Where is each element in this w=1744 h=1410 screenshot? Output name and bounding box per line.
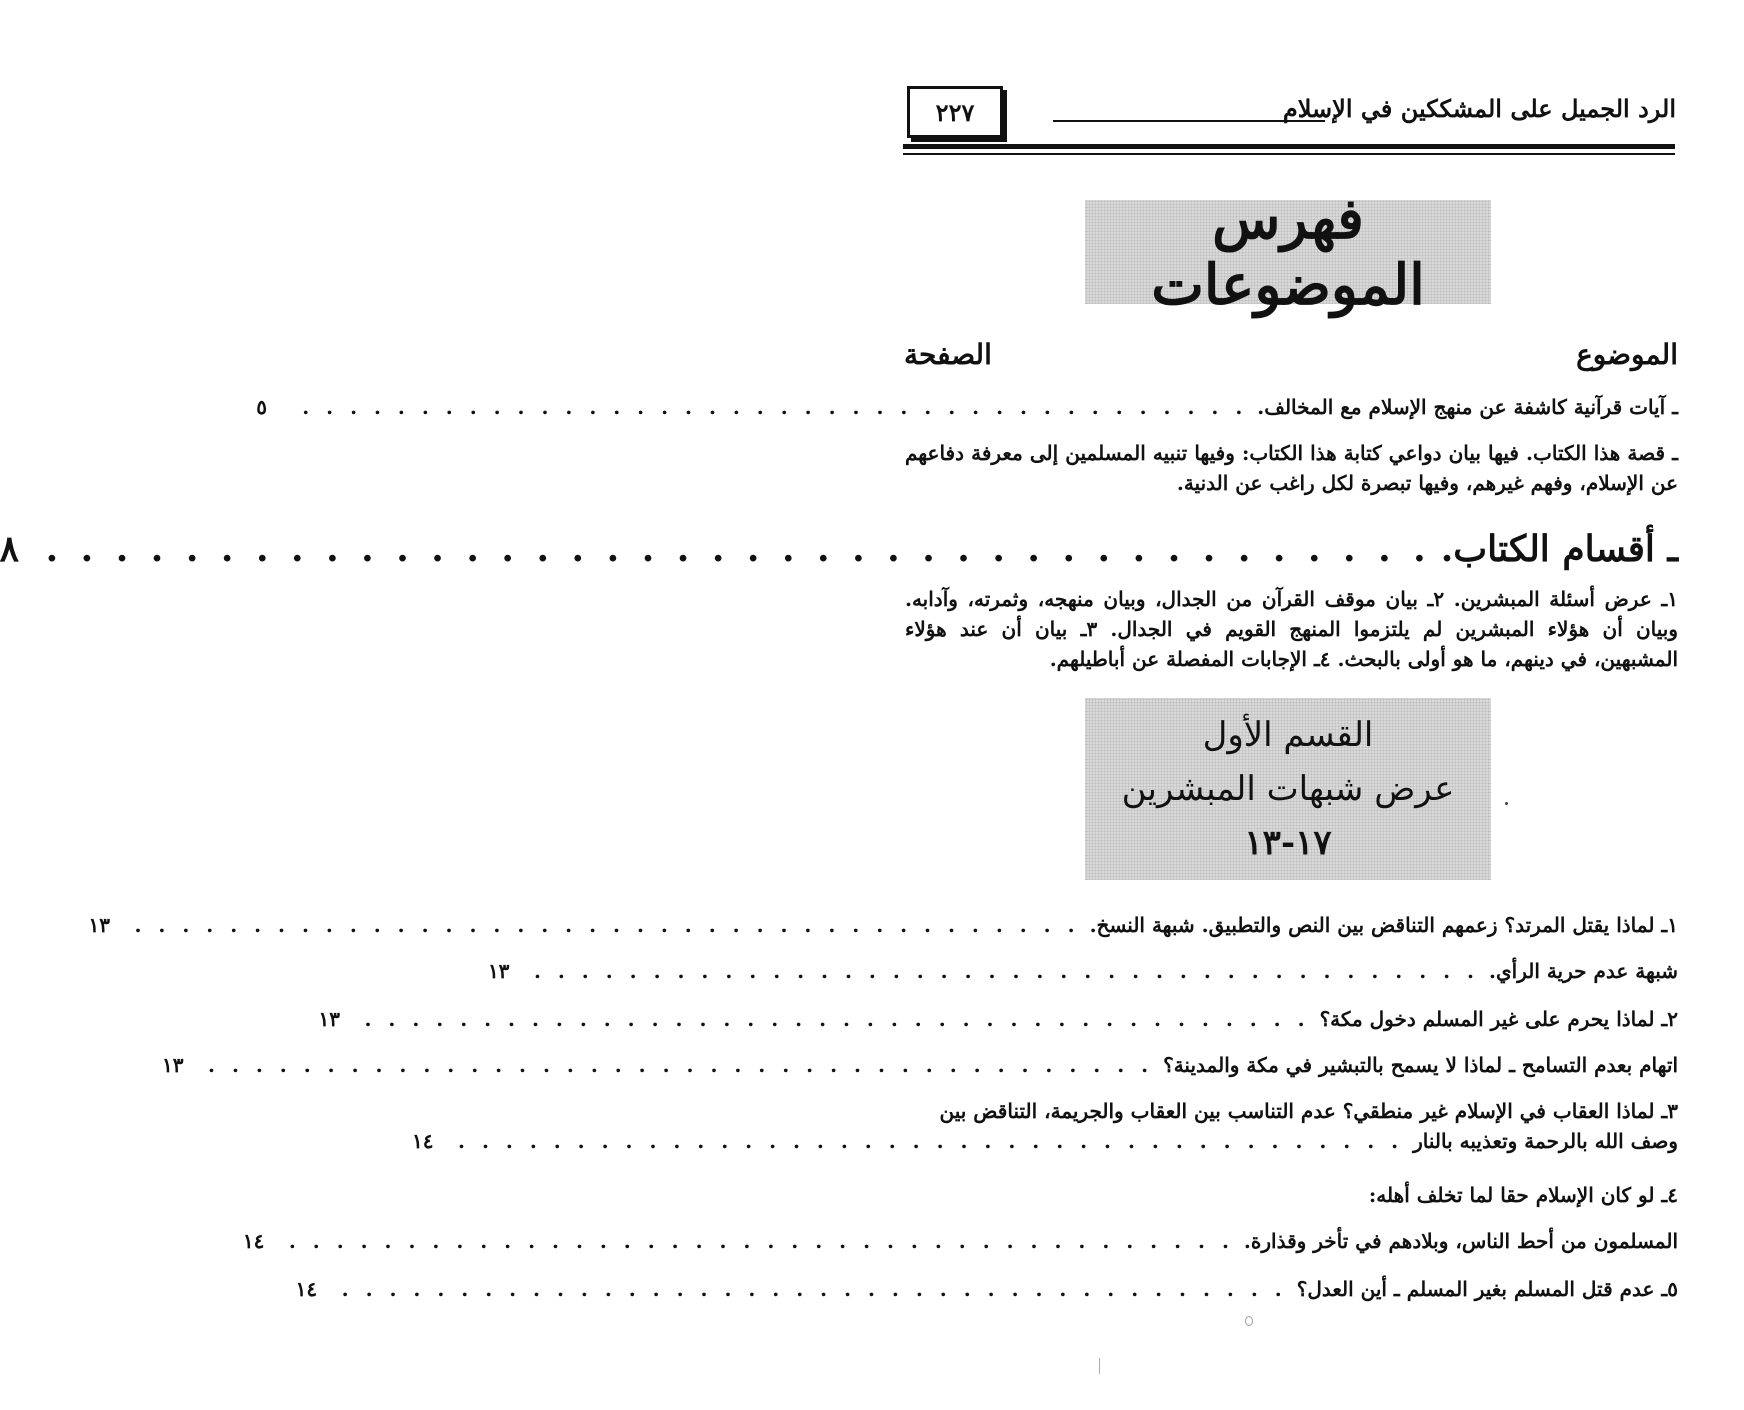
section-page-range: ١٧-١٣: [1244, 823, 1332, 863]
entry-text: ٤ـ لو كان الإسلام حقا لما تخلف أهله:: [1368, 1183, 1678, 1207]
entry-text: اتهام بعدم التسامح ـ لماذا لا يسمح بالتبشير في مكة والمدينة؟: [1163, 1053, 1678, 1077]
entry-text: ـ آيات قرآنية كاشفة عن منهج الإسلام مع المخالف.: [1257, 395, 1678, 419]
entry-text-line: ٣ـ لماذا العقاب في الإسلام غير منطقي؟ عدم التناسب بين العقاب والجريمة، التناقض بين: [939, 1099, 1678, 1123]
toc-entry[interactable]: [318, 1004, 1678, 1034]
dot-leader: . . . . . . . . . . . . . . . . . . . . . . . . . . . . . . . . . . . . . . . .: [208, 1053, 1154, 1077]
entry-text: ـ قصة هذا الكتاب. فيها بيان دواعي كتابة هذا الكتاب: وفيها تنبيه المسلمين إلى معرفة دفاعهم عن الإسلام، وفهم غيرهم، وفيها تبصرة لكل راغب عن الدنية.: [905, 441, 1678, 495]
dot-leader: . . . . . . . . . . . . . . . . . . . . . . . . . . . . . . . . . . . . . . . .: [458, 1129, 1404, 1153]
section-title-box: [1085, 698, 1491, 880]
print-speck: [1099, 1358, 1100, 1374]
page-number: ٢٢٧: [935, 97, 975, 127]
entry-page: ١٤: [295, 1277, 318, 1301]
toc-entry[interactable]: [88, 910, 1678, 940]
dot-leader: . . . . . . . . . . . . . . . . . . . . . . . . . . . . . . . . . . . . . . . .: [302, 395, 1248, 419]
print-speck: [1245, 1316, 1253, 1326]
entry-page: ٥: [256, 395, 267, 419]
toc-entry[interactable]: [242, 1226, 1678, 1256]
entry-page: ١٤: [412, 1129, 434, 1153]
entry-page: ١٣: [487, 959, 510, 983]
entry-text: ٢ـ لماذا يحرم على غير المسلم دخول مكة؟: [1319, 1007, 1678, 1031]
entry-page: ٨: [0, 528, 19, 570]
dot-leader: . . . . . . . . . . . . . . . . . . . . . . . . . . . . . . . . . . . . . . . .: [45, 528, 1431, 570]
index-title-box: [1085, 186, 1491, 318]
entry-text: وصف الله بالرحمة وتعذيبه بالنار: [1413, 1129, 1678, 1153]
entry-page: ١٣: [88, 913, 110, 937]
section-subtitle: عرض شبهات المبشرين: [1121, 769, 1455, 809]
entry-text: ١ـ لماذا يقتل المرتد؟ زعمهم التناقض بين النص والتطبيق. شبهة النسخ.: [1089, 913, 1678, 937]
running-header: [901, 80, 1676, 150]
toc-entry[interactable]: [905, 438, 1678, 498]
toc-entry[interactable]: [295, 1274, 1678, 1304]
book-title: الرد الجميل على المشككين في الإسلام: [1282, 94, 1676, 123]
section-title: القسم الأول: [1202, 715, 1374, 755]
dot-leader: . . . . . . . . . . . . . . . . . . . . . . . . . . . . . . . . . . . . . . . .: [364, 1007, 1310, 1031]
entry-text: شبهة عدم حرية الرأي.: [1489, 959, 1678, 983]
header-rule-thick: [903, 144, 1675, 149]
print-speck: [1505, 802, 1508, 805]
column-label-page: الصفحة: [904, 338, 992, 371]
index-title: فهرس الموضوعات: [1151, 186, 1425, 318]
toc-entry[interactable]: [0, 524, 1678, 574]
toc-entry[interactable]: [487, 956, 1678, 986]
toc-entry[interactable]: [905, 1180, 1678, 1210]
header-rule-thin: [903, 153, 1675, 155]
entry-page: ١٤: [242, 1229, 265, 1253]
dot-leader: . . . . . . . . . . . . . . . . . . . . . . . . . . . . . . . . . . . . . . . .: [341, 1277, 1287, 1301]
entry-text: ٥ـ عدم قتل المسلم بغير المسلم ـ أين العدل؟: [1296, 1277, 1678, 1301]
entry-page: ١٣: [162, 1053, 184, 1077]
dot-leader: . . . . . . . . . . . . . . . . . . . . . . . . . . . . . . . . . . . . . . . .: [134, 913, 1080, 937]
column-label-topic: الموضوع: [1576, 338, 1678, 371]
toc-entry[interactable]: [412, 1096, 1678, 1156]
toc-entry[interactable]: [256, 392, 1678, 422]
toc-entry[interactable]: [162, 1050, 1678, 1080]
page-number-box: [907, 86, 1003, 138]
dot-leader: . . . . . . . . . . . . . . . . . . . . . . . . . . . . . . . . . . . . . . . .: [533, 959, 1480, 983]
entry-page: ١٣: [318, 1007, 340, 1031]
entry-text: المسلمون من أحط الناس، وبلادهم في تأخر وقذارة.: [1243, 1229, 1678, 1253]
entry-text: ١ـ عرض أسئلة المبشرين. ٢ـ بيان موقف القرآن من الجدال، وبيان منهجه، وثمرته، وآدابه. وبيان أن هؤلاء المبشرين لم يلتزموا المنهج القويم في الجدال. ٣ـ بيان أن عند هؤلاء المشبهين، في دينهم، ما هو أولى بالبحث. ٤ـ الإجابات المفصلة عن أباطيلهم.: [905, 587, 1678, 671]
entry-text: ـ أقسام الكتاب.: [1440, 528, 1678, 570]
dot-leader: . . . . . . . . . . . . . . . . . . . . . . . . . . . . . . . . . . . . . . . .: [288, 1229, 1234, 1253]
toc-entry[interactable]: [905, 584, 1678, 674]
